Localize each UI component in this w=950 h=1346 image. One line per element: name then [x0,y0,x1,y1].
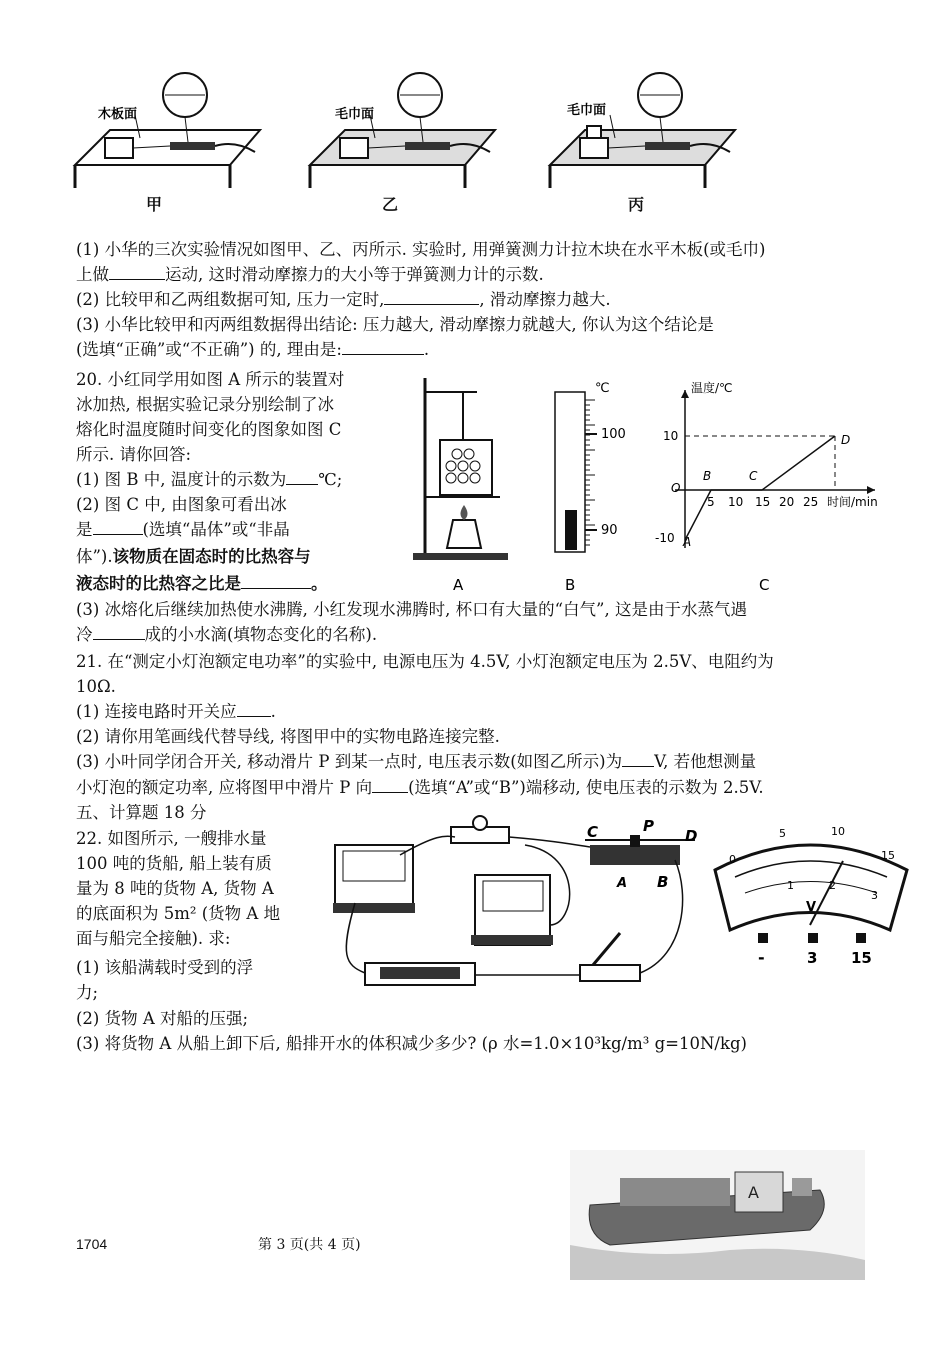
q21-line4: (2) 请你用笔画线代替导线, 将图甲中的实物电路连接完整. [76,727,500,746]
q21-line2: 10Ω. [76,677,116,696]
switch [580,933,640,981]
voltmeter-device [471,875,553,945]
fig-b-label: B [565,576,576,594]
q21-line6-post: (选填“A”或“B”)端移动, 使电压表的示数为 2.5V. [408,778,764,797]
thermometer-90: 90 [601,523,618,538]
rheostat-label-p: P [643,817,654,835]
fig-c-label: C [759,576,770,594]
q22-line4: 的底面积为 5m² (货物 A 地 [76,904,281,923]
terminal-3: 3 [807,949,818,967]
answer-blank [384,288,479,305]
thermometer [555,392,597,552]
footer-page-number: 第 3 页(共 4 页) [258,1237,361,1253]
q19-line4: (3) 小华比较甲和丙两组数据得出结论: 压力越大, 滑动摩擦力就越大, 你认为这个结论是 [76,315,714,334]
ammeter [333,845,415,913]
answer-blank [342,338,424,355]
q19-line3 [76,288,611,312]
q22-line9: (3) 将货物 A 从船上卸下后, 船排开水的体积减少多少? (ρ 水=1.0×10³kg/m³ g=10N/kg) [76,1034,747,1053]
q19-line3-post: , 滑动摩擦力越大. [479,290,611,309]
q22-line3: 量为 8 吨的货物 A, 货物 A [76,879,274,898]
q22-line2: 100 吨的货船, 船上装有质 [76,854,272,873]
q21-line3-pre: (1) 连接电路时开关应 [76,702,237,721]
graph-xlabel: 时间/min [827,495,878,509]
graph-x20: 20 [779,495,795,509]
q20-line5 [76,468,342,492]
rheostat-label-c: C [587,823,599,841]
q19-line5-post: . [423,340,430,359]
q22-line5: 面与船完全接触). 求: [76,929,231,948]
q20-line7-post: (选填“晶体”或“非晶 [142,520,290,539]
q19-line2 [76,263,544,287]
q20-line8 [76,545,311,569]
q20-line9-pre: 液态时的比热容之比是 [76,574,241,593]
answer-blank [109,263,165,280]
q20-line2: 冰加热, 根据实验记录分别绘制了冰 [76,395,334,414]
caption-jia: 甲 [146,195,163,214]
rheostat-label-a: A [617,876,628,891]
heating-apparatus [413,378,508,560]
graph-x25: 25 [803,495,819,509]
graph-x10: 10 [728,495,744,509]
dial-scale-2: 2 [829,879,836,892]
q19-line3-pre: (2) 比较甲和乙两组数据可知, 压力一定时, [76,290,385,309]
q21-line6-pre: 小灯泡的额定功率, 应将图甲中滑片 P 向 [76,778,373,797]
q19-line2-post: 运动, 这时滑动摩擦力的大小等于弹簧测力计的示数. [165,265,544,284]
surface-label-1: 木板面 [98,107,138,122]
q20-line11 [76,623,377,647]
rheostat-label-d: D [685,827,698,845]
dial-scale-10: 10 [831,825,845,838]
q20-line9-post: 。 [311,574,328,593]
surface-label-2: 毛巾面 [335,107,375,122]
q19-line5 [76,338,429,362]
cargo-ship-picture [570,1150,865,1280]
footer-code: 1704 [76,1236,108,1252]
circuit-figure [325,815,915,995]
q21-line5 [76,750,756,774]
graph-ylabel: 温度/℃ [691,381,733,395]
graph-point-a: A [683,535,692,549]
answer-blank [93,623,145,640]
answer-blank [286,468,318,485]
graph-x15: 15 [755,495,771,509]
q20-line11-post: 成的小水滴(填物态变化的名称). [144,625,378,644]
answer-blank [237,700,271,717]
answer-blank [93,518,143,535]
panel-jia [75,73,260,188]
dial-scale-3: 3 [871,889,878,902]
rheostat-label-b: B [657,873,669,891]
surface-label-3: 毛巾面 [567,103,607,118]
q21-line1: 21. 在“测定小灯泡额定电功率”的实验中, 电源电压为 4.5V, 小灯泡额定电压为 2.5V、电阻约为 [76,652,774,671]
q20-line9 [76,572,328,596]
q21-line3 [76,700,276,724]
section-5-heading: 五、计算题 18 分 [76,803,207,822]
answer-blank [241,572,311,589]
q22-line1: 22. 如图所示, 一艘排水量 [76,829,267,848]
answer-blank [372,776,408,793]
q19-line5-pre: (选填“正确”或“不正确”) 的, 理由是: [76,340,342,359]
q21-line5-post: V, 若他想测量 [654,752,757,771]
rheostat [585,835,695,865]
graph-origin: O [671,481,681,495]
terminal-neg: - [758,948,765,967]
q21-line3-post: . [270,702,276,721]
q20-line5-pre: (1) 图 B 中, 温度计的示数为 [76,470,287,489]
q20-line7 [76,518,290,542]
thermometer-unit: ℃ [595,381,610,396]
dial-scale-15: 15 [881,849,895,862]
q22-line7: 力; [76,983,99,1002]
caption-bing: 丙 [628,195,645,214]
q20-line7-pre: 是 [76,520,93,539]
q21-line5-pre: (3) 小叶同学闭合开关, 移动滑片 P 到某一点时, 电压表示数(如图乙所示)为 [76,752,623,771]
q20-line5-post: ℃; [318,470,343,489]
bulb [451,816,509,843]
answer-blank [622,750,654,767]
q19-line1: (1) 小华的三次实验情况如图甲、乙、丙所示. 实验时, 用弹簧测力计拉木块在水平木板(或毛巾) [76,240,766,259]
q20-line8-bold: 该物质在固态时的比热容与 [112,547,311,566]
battery-box [365,963,475,985]
q22-line6: (1) 该船满载时受到的浮 [76,958,254,977]
q22-line8: (2) 货物 A 对船的压强; [76,1009,249,1028]
terminal-15: 15 [851,949,872,967]
q21-line6 [76,776,764,800]
graph-point-d: D [841,433,851,447]
q20-figures [405,370,883,595]
graph-yneg10: -10 [655,531,675,545]
ship-cargo-label: A [748,1183,759,1202]
panel-yi [310,73,495,188]
q20-line8-pre: 体”). [76,547,113,566]
fig-a-label: A [453,576,464,594]
q19-line2-pre: 上做 [76,265,109,284]
graph-point-b: B [703,469,712,483]
q20-line11-pre: 冷 [76,625,93,644]
dial-scale-5: 5 [779,827,786,840]
caption-yi: 乙 [382,195,399,214]
thermometer-100: 100 [601,427,626,442]
dial-scale-0: 0 [729,853,736,866]
q20-line4: 所示. 请你回答: [76,445,192,464]
graph-point-c: C [749,469,758,483]
q20-line6: (2) 图 C 中, 由图象可看出冰 [76,495,287,514]
dial-scale-1: 1 [787,879,794,892]
q20-line1: 20. 小红同学用如图 A 所示的装置对 [76,370,345,389]
panel-bing [550,73,735,188]
q20-line10: (3) 冰熔化后继续加热使水沸腾, 小红发现水沸腾时, 杯口有大量的“白气”, 这是由于水蒸气遇 [76,600,747,619]
graph-x5: 5 [707,495,715,509]
dial-unit-v: V [806,900,817,915]
voltmeter-dial [715,845,907,943]
q20-line3: 熔化时温度随时间变化的图象如图 C [76,420,342,439]
graph-y10: 10 [663,429,679,443]
